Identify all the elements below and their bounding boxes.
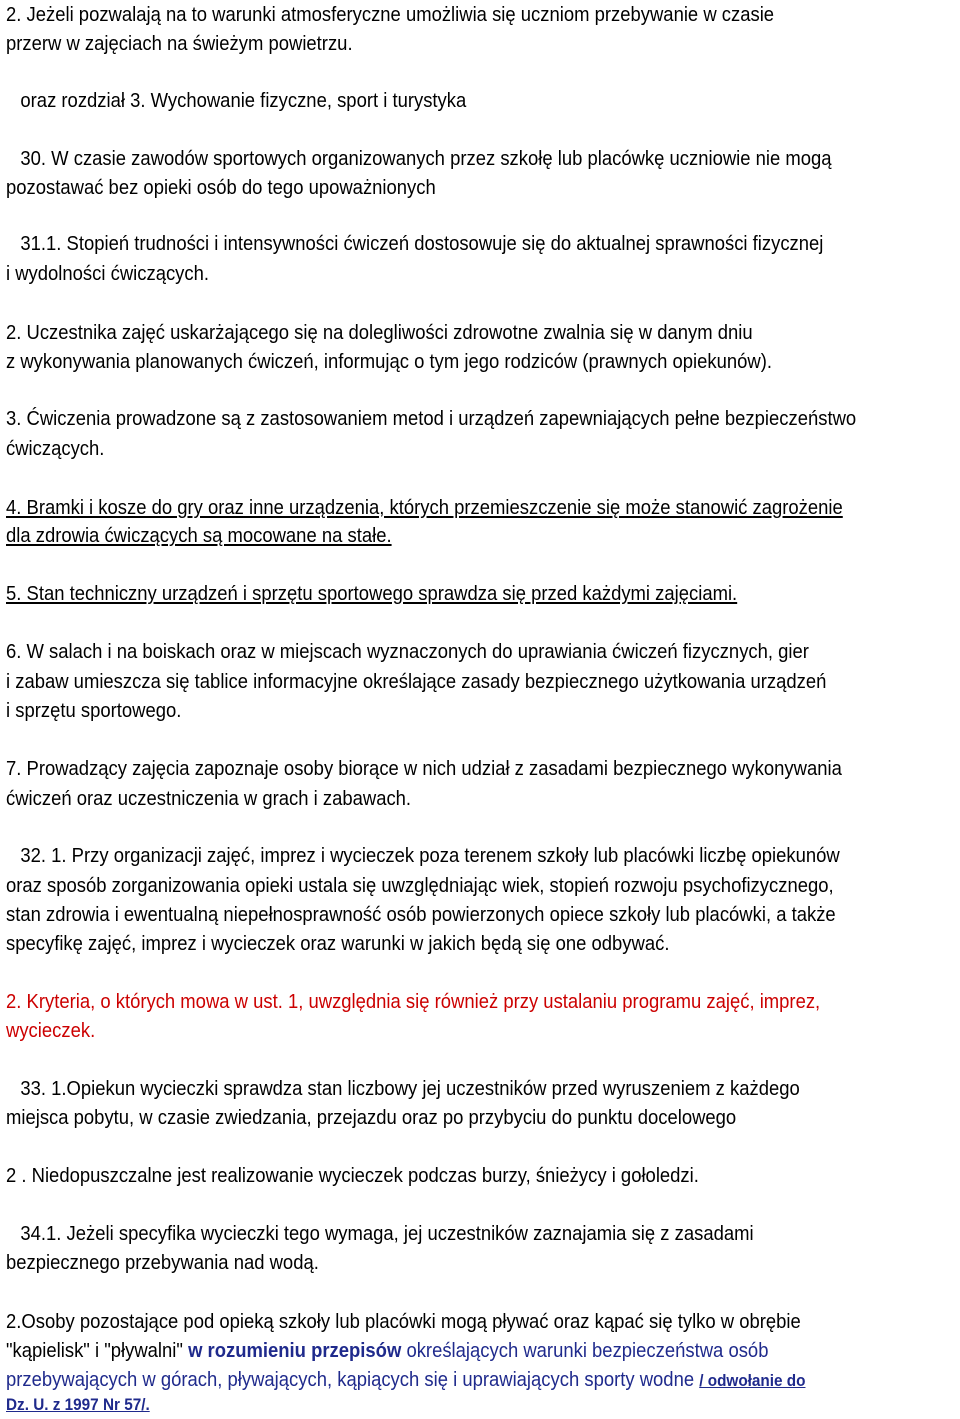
emphasis-span: w rozumieniu [188,1339,306,1362]
text-line: i zabaw umieszcza się tablice informacyjne określające zasady bezpiecznego użytkowania urządzeń [6,670,827,693]
text-line: bezpiecznego przebywania nad wodą. [6,1251,319,1274]
emphasis-span: przepisów [311,1339,402,1362]
text-line: pozostawać bez opieki osób do tego upoważnionych [6,176,436,199]
text-line: 3. Ćwiczenia prowadzone są z zastosowaniem metod i urządzeń zapewniających pełne bezpieczeństwo [6,407,857,430]
text-line: 30. W czasie zawodów sportowych organizowanych przez szkołę lub placówkę uczniowie nie mogą [20,147,832,170]
text-line: 2.Osoby pozostające pod opieką szkoły lub placówki mogą pływać oraz kąpać się tylko w obrębie [6,1310,801,1333]
text-span: określających warunki bezpieczeństwa osób [406,1339,769,1362]
text-line: 6. W salach i na boiskach oraz w miejscach wyznaczonych do uprawiania ćwiczeń fizycznych, gier [6,640,809,663]
text-line: 2 . Niedopuszczalne jest realizowanie wycieczek podczas burzy, śnieżycy i gołoledzi. [6,1164,699,1187]
text-line: 2. Uczestnika zajęć uskarżającego się na dolegliwości zdrowotne zwalnia się w danym dniu [6,321,753,344]
text-line: stan zdrowia i ewentualną niepełnosprawność osób powierzonych opiece szkoły lub placówki, a także [6,903,836,926]
text-span: przebywających w górach, pływających, kąpiących się i uprawiających sporty wodne [6,1368,695,1391]
text-line: 32. 1. Przy organizacji zajęć, imprez i wycieczek poza terenem szkoły lub placówki liczbę opiekunów [20,844,840,867]
text-line: ćwiczących. [6,437,105,460]
underlined-line: 5. Stan techniczny urządzeń i sprzętu sportowego sprawdza się przed każdymi zajęciami. [6,582,738,605]
text-line: i sprzętu sportowego. [6,699,182,722]
text-line: specyfikę zajęć, imprez i wycieczek oraz warunki w jakich będą się one odbywać. [6,932,670,955]
text-line: z wykonywania planowanych ćwiczeń, informując o tym jego rodziców (prawnych opiekunów). [6,350,773,373]
reference-span: / odwołanie do [699,1371,806,1390]
text-line: 2. Jeżeli pozwalają na to warunki atmosferyczne umożliwia się uczniom przebywanie w czasie [6,3,775,26]
text-line: 33. 1.Opiekun wycieczki sprawdza stan liczbowy jej uczestników przed wyruszeniem z każdego [20,1077,800,1100]
highlighted-line: wycieczek. [6,1019,96,1042]
text-line: oraz sposób zorganizowania opieki ustala się uwzględniając wiek, stopień rozwoju psychofizycznego, [6,874,834,897]
text-line: miejsca pobytu, w czasie zwiedzania, przejazdu oraz po przybyciu do punktu docelowego [6,1106,737,1129]
text-line: i wydolności ćwiczących. [6,262,210,285]
text-line: 31.1. Stopień trudności i intensywności ćwiczeń dostosowuje się do aktualnej sprawności fizycznej [20,232,824,255]
text-line: ćwiczeń oraz uczestniczenia w grach i zabawach. [6,787,412,810]
highlighted-line: 2. Kryteria, o których mowa w ust. 1, uwzględnia się również przy ustalaniu programu zajęć, imprez, [6,990,821,1013]
underlined-line: dla zdrowia ćwiczących są mocowane na stałe. [6,524,392,547]
chapter-heading: oraz rozdział 3. Wychowanie fizyczne, sport i turystyka [20,89,467,112]
text-span: "kąpielisk" i "pływalni" [6,1339,183,1362]
mixed-line [6,1368,861,1393]
text-line: przerw w zajęciach na świeżym powietrzu. [6,32,353,55]
mixed-line [6,1339,861,1363]
underlined-line: 4. Bramki i kosze do gry oraz inne urządzenia, których przemieszczenie się może stanowić zagrożenie [6,496,843,519]
text-line: 34.1. Jeżeli specyfika wycieczki tego wymaga, jej uczestników zaznajamia się z zasadami [20,1222,754,1245]
text-line: 7. Prowadzący zajęcia zapoznaje osoby biorące w nich udział z zasadami bezpiecznego wykonywania [6,757,842,780]
reference-line: Dz. U. z 1997 Nr 57/. [6,1395,150,1414]
